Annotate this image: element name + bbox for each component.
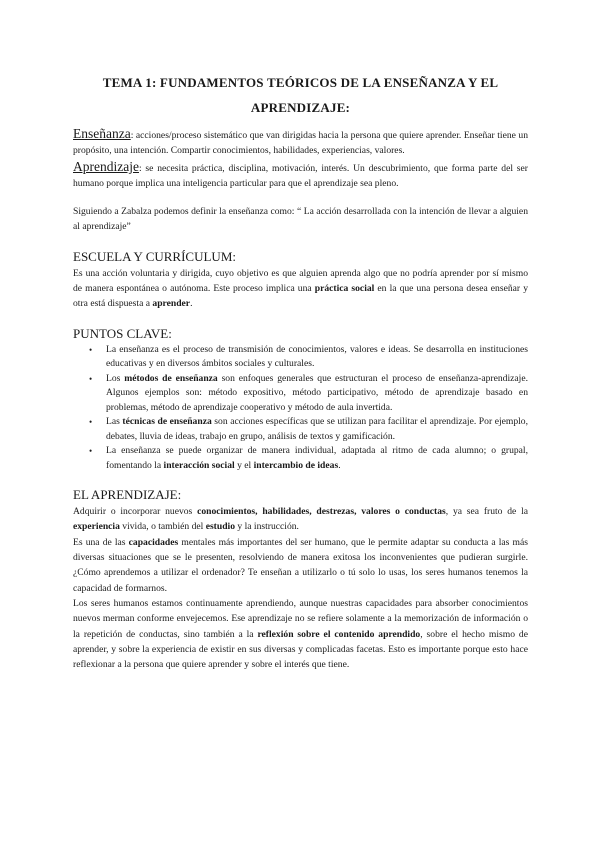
aprendizaje-term: Aprendizaje xyxy=(73,158,139,174)
escuela-text-1: Es una acción voluntaria y dirigida, cuyo objetivo es que alguien aprenda algo que no podría aprender por sí mismo de manera espontánea o autónoma. Este proceso implica una xyxy=(73,267,528,295)
title-line-2: APRENDIZAJE: xyxy=(250,100,351,115)
ap1-text-a: Adquirir o incorporar nuevos xyxy=(73,506,198,518)
aprendizaje-definition xyxy=(73,159,528,192)
ap3-bold-b: reflexión sobre el contenido aprendido xyxy=(257,628,421,640)
ap2-text-c: mentales más importantes del ser humano, que le permite adaptar su conducta a las más diversas situaciones que se le presenten, resolviendo de manera exitosa los inconvenientes que pudieran surgirle. ¿Cómo aprendemos a utilizar el ordenador? Te enseñan a utilizarlo o tú solo lo usas, los seres humanos tenemos la capacidad de formarnos. xyxy=(73,536,528,594)
aprendizaje-paragraph-3 xyxy=(73,596,528,672)
puntos-list xyxy=(73,343,528,474)
ap1-bold-b: conocimientos, habilidades, destrezas, valores o conductas xyxy=(197,506,446,518)
ensenanza-term: Enseñanza xyxy=(73,126,131,141)
escuela-bold-1: práctica social xyxy=(314,283,375,295)
escuela-paragraph xyxy=(73,266,528,312)
ensenanza-text: : acciones/proceso sistemático que van dirigidas hacia la persona que quiere aprender. Enseñar tiene un propósito, una intención. Compartir conocimientos, habilidades, experiencias, valores. xyxy=(73,130,528,157)
item-2-text-c: son enfoques generales que estructuran el proceso de enseñanza-aprendizaje. Algunos ejemplos son: método expositivo, método participativo, método de aprendizaje basado en problemas, método de aprendizaje cooperativo y método de aula invertida. xyxy=(106,372,528,413)
ap1-text-e: vivida, o también del xyxy=(119,521,206,533)
zabalza-quote: Siguiendo a Zabalza podemos definir la enseñanza como: “ La acción desarrollada con la intención de llevar a alguien al aprendizaje” xyxy=(73,206,528,233)
item-4-bold-2: intercambio de ideas xyxy=(253,459,339,471)
item-2-text-a: Los xyxy=(106,372,125,384)
escuela-text-2: en la que una persona desea enseñar y otra está dispuesta a xyxy=(73,283,528,310)
escuela-text-3: . xyxy=(190,298,193,310)
item-4-text-a: La enseñanza se puede organizar de manera individual, adaptada al ritmo de cada alumno; o grupal, fomentando la xyxy=(106,445,528,471)
list-item xyxy=(106,372,528,416)
item-4-bold-1: interacción social xyxy=(163,459,235,471)
ap1-text-g: y la instrucción. xyxy=(235,521,299,533)
list-item xyxy=(106,415,528,444)
item-3-text-a: Las xyxy=(106,416,123,428)
ap2-text-a: Es una de las xyxy=(73,536,129,548)
ap1-text-c: , ya sea fruto de la xyxy=(445,506,529,518)
aprendizaje-paragraph-1 xyxy=(73,504,528,535)
aprendizaje-paragraph-2 xyxy=(73,535,528,596)
ap3-text-c: , sobre el hecho mismo de aprender, y sobre la experiencia de existir en sus diversas y complicadas facetas. Esto es importante porque esto hace reflexionar a la persona que quiere aprender y sobre el interés que tiene. xyxy=(73,628,528,671)
aprendizaje-text: : se necesita práctica, disciplina, motivación, interés. Un descubrimiento, que forma parte del ser humano porque implica una inteligencia particular para que el aprendizaje sea pleno. xyxy=(73,162,528,189)
escuela-bold-2: aprender xyxy=(152,298,191,310)
aprendizaje-heading: EL APRENDIZAJE: xyxy=(73,487,182,503)
item-1-text: La enseñanza es el proceso de transmisión de conocimientos, valores e ideas. Se desarrolla en instituciones educativas y en diversos ámbitos sociales y culturales. xyxy=(106,343,528,370)
item-4-text-c: y el xyxy=(234,459,254,471)
list-item xyxy=(106,444,528,473)
escuela-heading: ESCUELA Y CURRÍCULUM: xyxy=(73,248,236,264)
ensenanza-definition xyxy=(73,126,528,159)
ap3-text-a: Los seres humanos estamos continuamente aprendiendo, aunque nuestras capacidades para absorber conocimientos nuevos merman conforme envejecemos. Ese aprendizaje no se refiere solamente a la memorización de información o la repetición de conductas, sino también a la xyxy=(73,597,528,640)
puntos-heading: PUNTOS CLAVE: xyxy=(73,325,172,341)
ap1-bold-d: experiencia xyxy=(73,521,120,533)
title-line-1: TEMA 1: FUNDAMENTOS TEÓRICOS DE LA ENSEÑANZA Y EL xyxy=(102,75,499,90)
page-title xyxy=(73,70,528,120)
item-4-text-e: . xyxy=(338,459,341,471)
item-3-bold: técnicas de enseñanza xyxy=(122,416,212,428)
list-item xyxy=(106,343,528,372)
ap2-bold-b: capacidades xyxy=(128,536,179,548)
item-3-text-c: son acciones específicas que se utilizan para facilitar el aprendizaje. Por ejemplo, debates, lluvia de ideas, trabajo en grupo, análisis de textos y gamificación. xyxy=(106,416,528,442)
item-2-bold: métodos de enseñanza xyxy=(124,372,218,384)
document-page xyxy=(73,70,528,672)
ap1-bold-f: estudio xyxy=(205,521,236,533)
